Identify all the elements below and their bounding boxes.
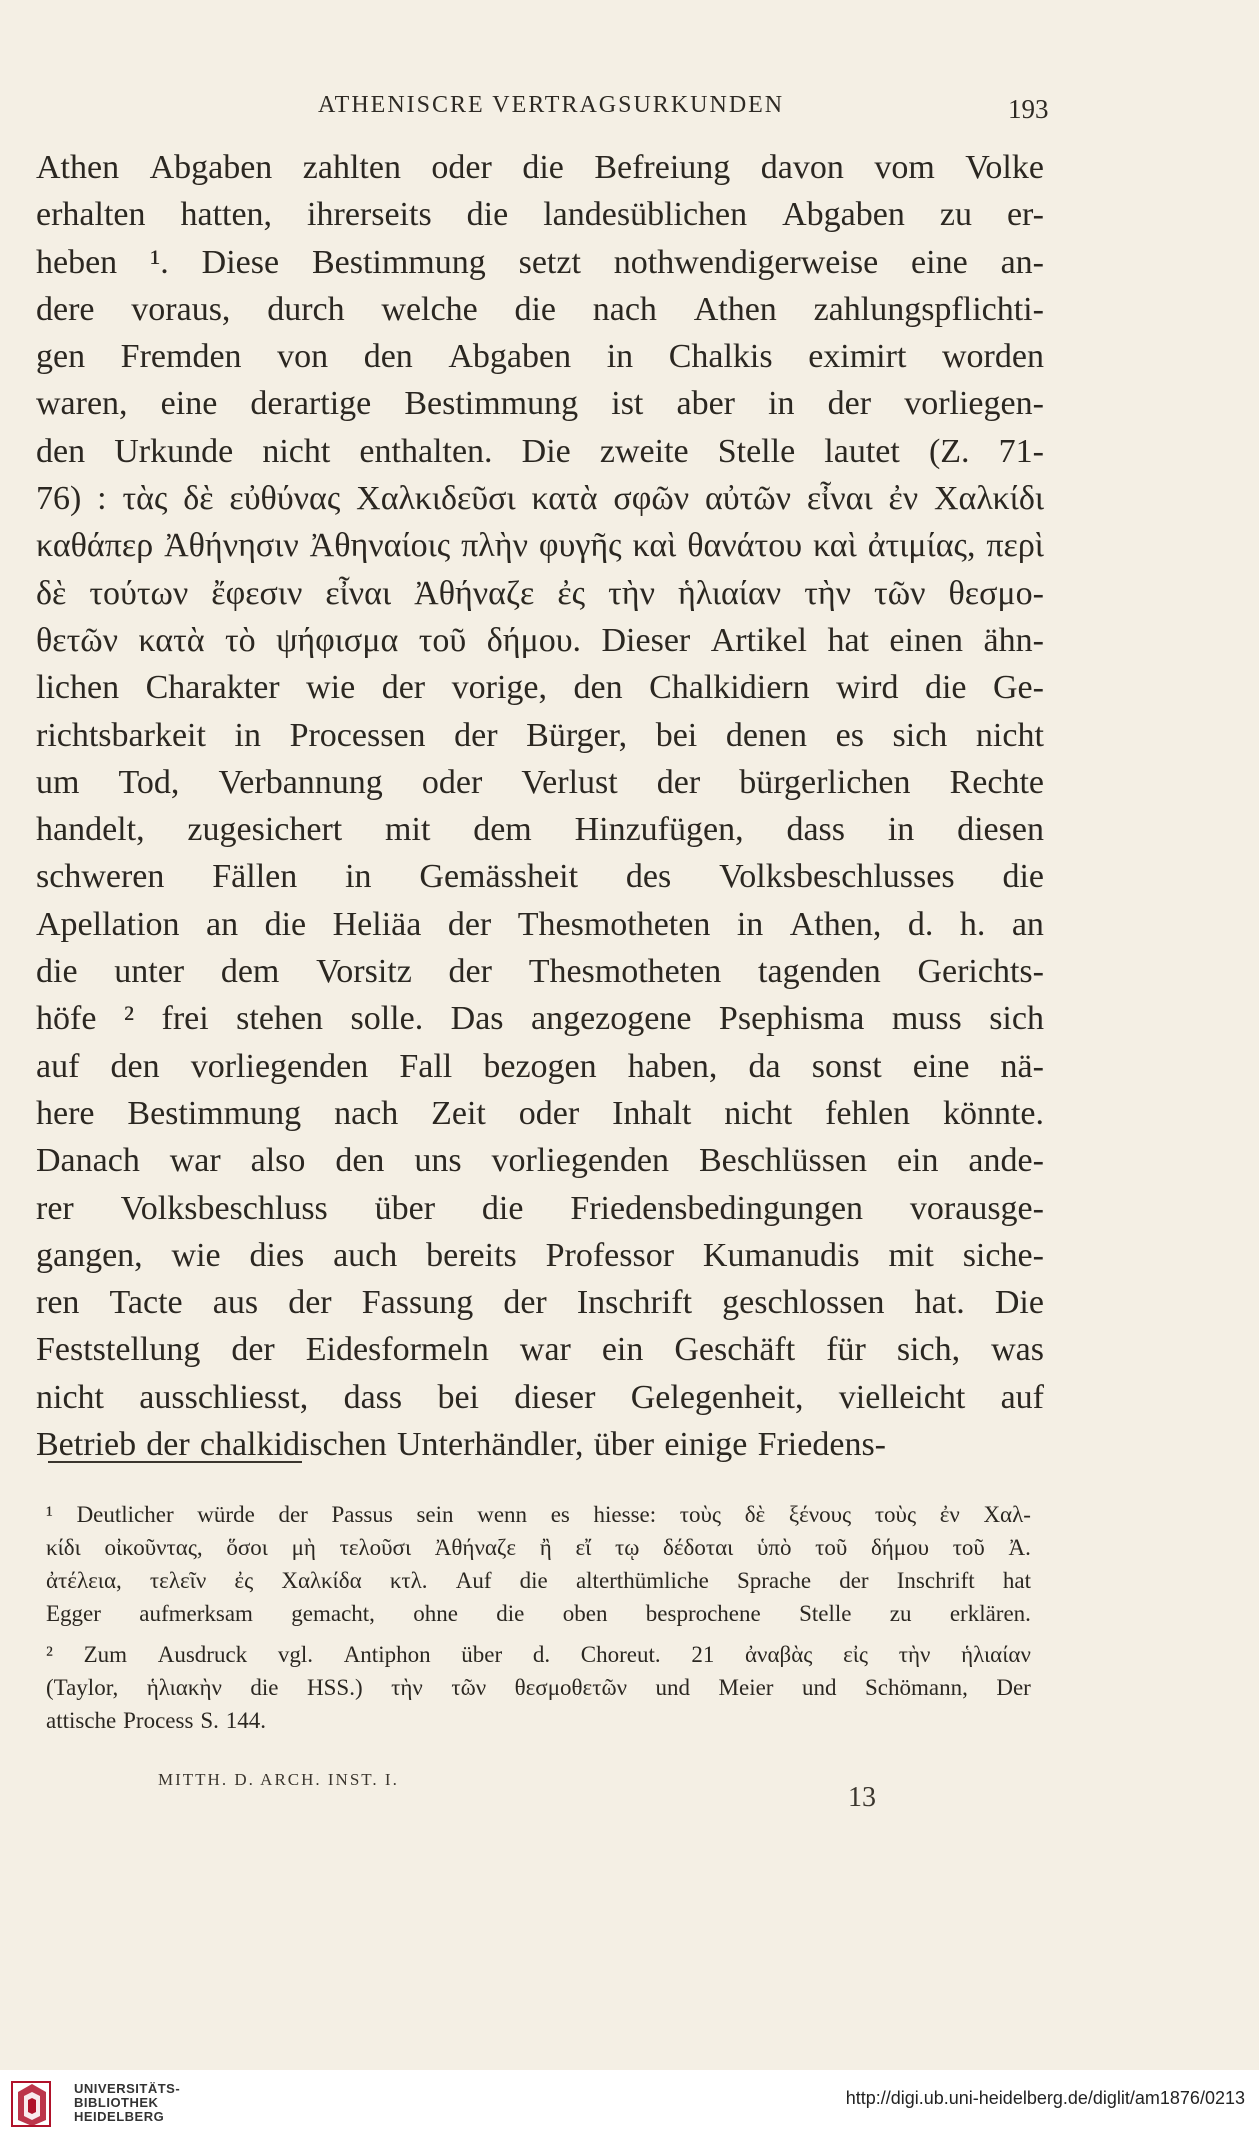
- text-line: auf den vorliegenden Fall bezogen haben, da sonst eine nä-: [36, 1047, 1044, 1085]
- text-line: handelt, zugesichert mit dem Hinzufügen, dass in diesen: [36, 811, 1044, 849]
- running-title: ATHENISCRE VERTRAGSURKUNDEN: [318, 92, 785, 118]
- text-line: um Tod, Verbannung oder Verlust der bürgerlichen Rechte: [36, 763, 1044, 801]
- text-line: den Urkunde nicht enthalten. Die zweite Stelle lautet (Z. 71-: [36, 432, 1044, 470]
- footnote-line: Egger aufmerksam gemacht, ohne die oben besprochene Stelle zu erklären.: [46, 1601, 1031, 1626]
- library-name-line: HEIDELBERG: [74, 2109, 165, 2124]
- text-line: lichen Charakter wie der vorige, den Chalkidiern wird die Ge-: [36, 669, 1044, 707]
- university-library-logo-icon: [10, 2080, 62, 2128]
- text-line: Athen Abgaben zahlten oder die Befreiung davon vom Volke: [36, 149, 1044, 186]
- text-line: waren, eine derartige Bestimmung ist aber in der vorliegen-: [36, 385, 1044, 423]
- footnotes: [46, 1498, 1031, 1737]
- signature-number: 13: [848, 1782, 876, 1813]
- footnote-line: κίδι οἰκοῦντας, ὅσοι μὴ τελοῦσι Ἀθήναζε ἢ εἴ τῳ δέδοται ὑπὸ τοῦ δήμου τοῦ Ἀ.: [46, 1535, 1031, 1560]
- page-number: 193: [1008, 94, 1049, 124]
- footnote-line: ἀτέλεια, τελεῖν ἐς Χαλκίδα κτλ. Auf die alterthümliche Sprache der Inschrift hat: [46, 1568, 1031, 1593]
- text-line: heben ¹. Diese Bestimmung setzt nothwendigerweise eine an-: [36, 243, 1044, 281]
- text-line: Danach war also den uns vorliegenden Beschlüssen ein ande-: [36, 1142, 1044, 1180]
- text-line: dere voraus, durch welche die nach Athen zahlungspflichti-: [36, 290, 1044, 328]
- footnote-line: ¹ Deutlicher würde der Passus sein wenn es hiesse: τοὺς δὲ ξένους τοὺς ἐν Χαλ-: [46, 1502, 1031, 1527]
- text-line: ren Tacte aus der Fassung der Inschrift geschlossen hat. Die: [36, 1284, 1044, 1322]
- body-text: [36, 144, 1044, 1468]
- text-line: erhalten hatten, ihrerseits die landesüblichen Abgaben zu er-: [36, 196, 1044, 234]
- source-url-link[interactable]: http://digi.ub.uni-heidelberg.de/diglit/am1876/0213: [845, 2088, 1245, 2108]
- text-line: die unter dem Vorsitz der Thesmotheten tagenden Gerichts-: [36, 953, 1044, 991]
- text-line: δὲ τούτων ἔφεσιν εἶναι Ἀθήναζε ἐς τὴν ἡλιαίαν τὴν τῶν θεσμο-: [36, 574, 1044, 612]
- text-line: here Bestimmung nach Zeit oder Inhalt nicht fehlen könnte.: [36, 1094, 1044, 1132]
- text-line: καθάπερ Ἀθήνησιν Ἀθηναίοις πλὴν φυγῆς καὶ θανάτου καὶ ἀτιμίας, περὶ: [36, 527, 1044, 565]
- library-name: [74, 2082, 180, 2124]
- text-line: schweren Fällen in Gemässheit des Volksbeschlusses die: [36, 858, 1044, 896]
- text-line: gen Fremden von den Abgaben in Chalkis eximirt worden: [36, 338, 1044, 376]
- text-line: Feststellung der Eidesformeln war ein Geschäft für sich, was: [36, 1331, 1044, 1369]
- text-line: richtsbarkeit in Processen der Bürger, bei denen es sich nicht: [36, 716, 1044, 754]
- text-line: Apellation an die Heliäa der Thesmotheten in Athen, d. h. an: [36, 905, 1044, 943]
- library-name-line: UNIVERSITÄTS-: [74, 2081, 181, 2096]
- text-line: 76) : τὰς δὲ εὐθύνας Χαλκιδεῦσι κατὰ σφῶν αὐτῶν εἶναι ἐν Χαλκίδι: [36, 480, 1044, 518]
- printer-signature: MITTH. D. ARCH. INST. I.: [158, 1770, 399, 1789]
- footnote-line: ² Zum Ausdruck vgl. Antiphon über d. Choreut. 21 ἀναβὰς εἰς τὴν ἡλιαίαν: [46, 1642, 1031, 1667]
- text-line: Betrieb der chalkidischen Unterhändler, über einige Friedens-: [36, 1426, 886, 1464]
- library-name-line: BIBLIOTHEK: [74, 2095, 159, 2110]
- footnote-line: (Taylor, ἡλιακὴν die HSS.) τὴν τῶν θεσμοθετῶν und Meier und Schömann, Der: [46, 1675, 1031, 1700]
- footnote-rule: [48, 1461, 302, 1463]
- footnote-line: attische Process S. 144.: [46, 1708, 266, 1733]
- text-line: θετῶν κατὰ τὸ ψήφισμα τοῦ δήμου. Dieser Artikel hat einen ähn-: [36, 621, 1044, 659]
- text-line: gangen, wie dies auch bereits Professor Kumanudis mit siche-: [36, 1236, 1044, 1274]
- text-line: höfe ² frei stehen solle. Das angezogene Psephisma muss sich: [36, 1000, 1044, 1038]
- text-line: nicht ausschliesst, dass bei dieser Gelegenheit, vielleicht auf: [36, 1378, 1044, 1416]
- text-line: rer Volksbeschluss über die Friedensbedingungen vorausge-: [36, 1189, 1044, 1227]
